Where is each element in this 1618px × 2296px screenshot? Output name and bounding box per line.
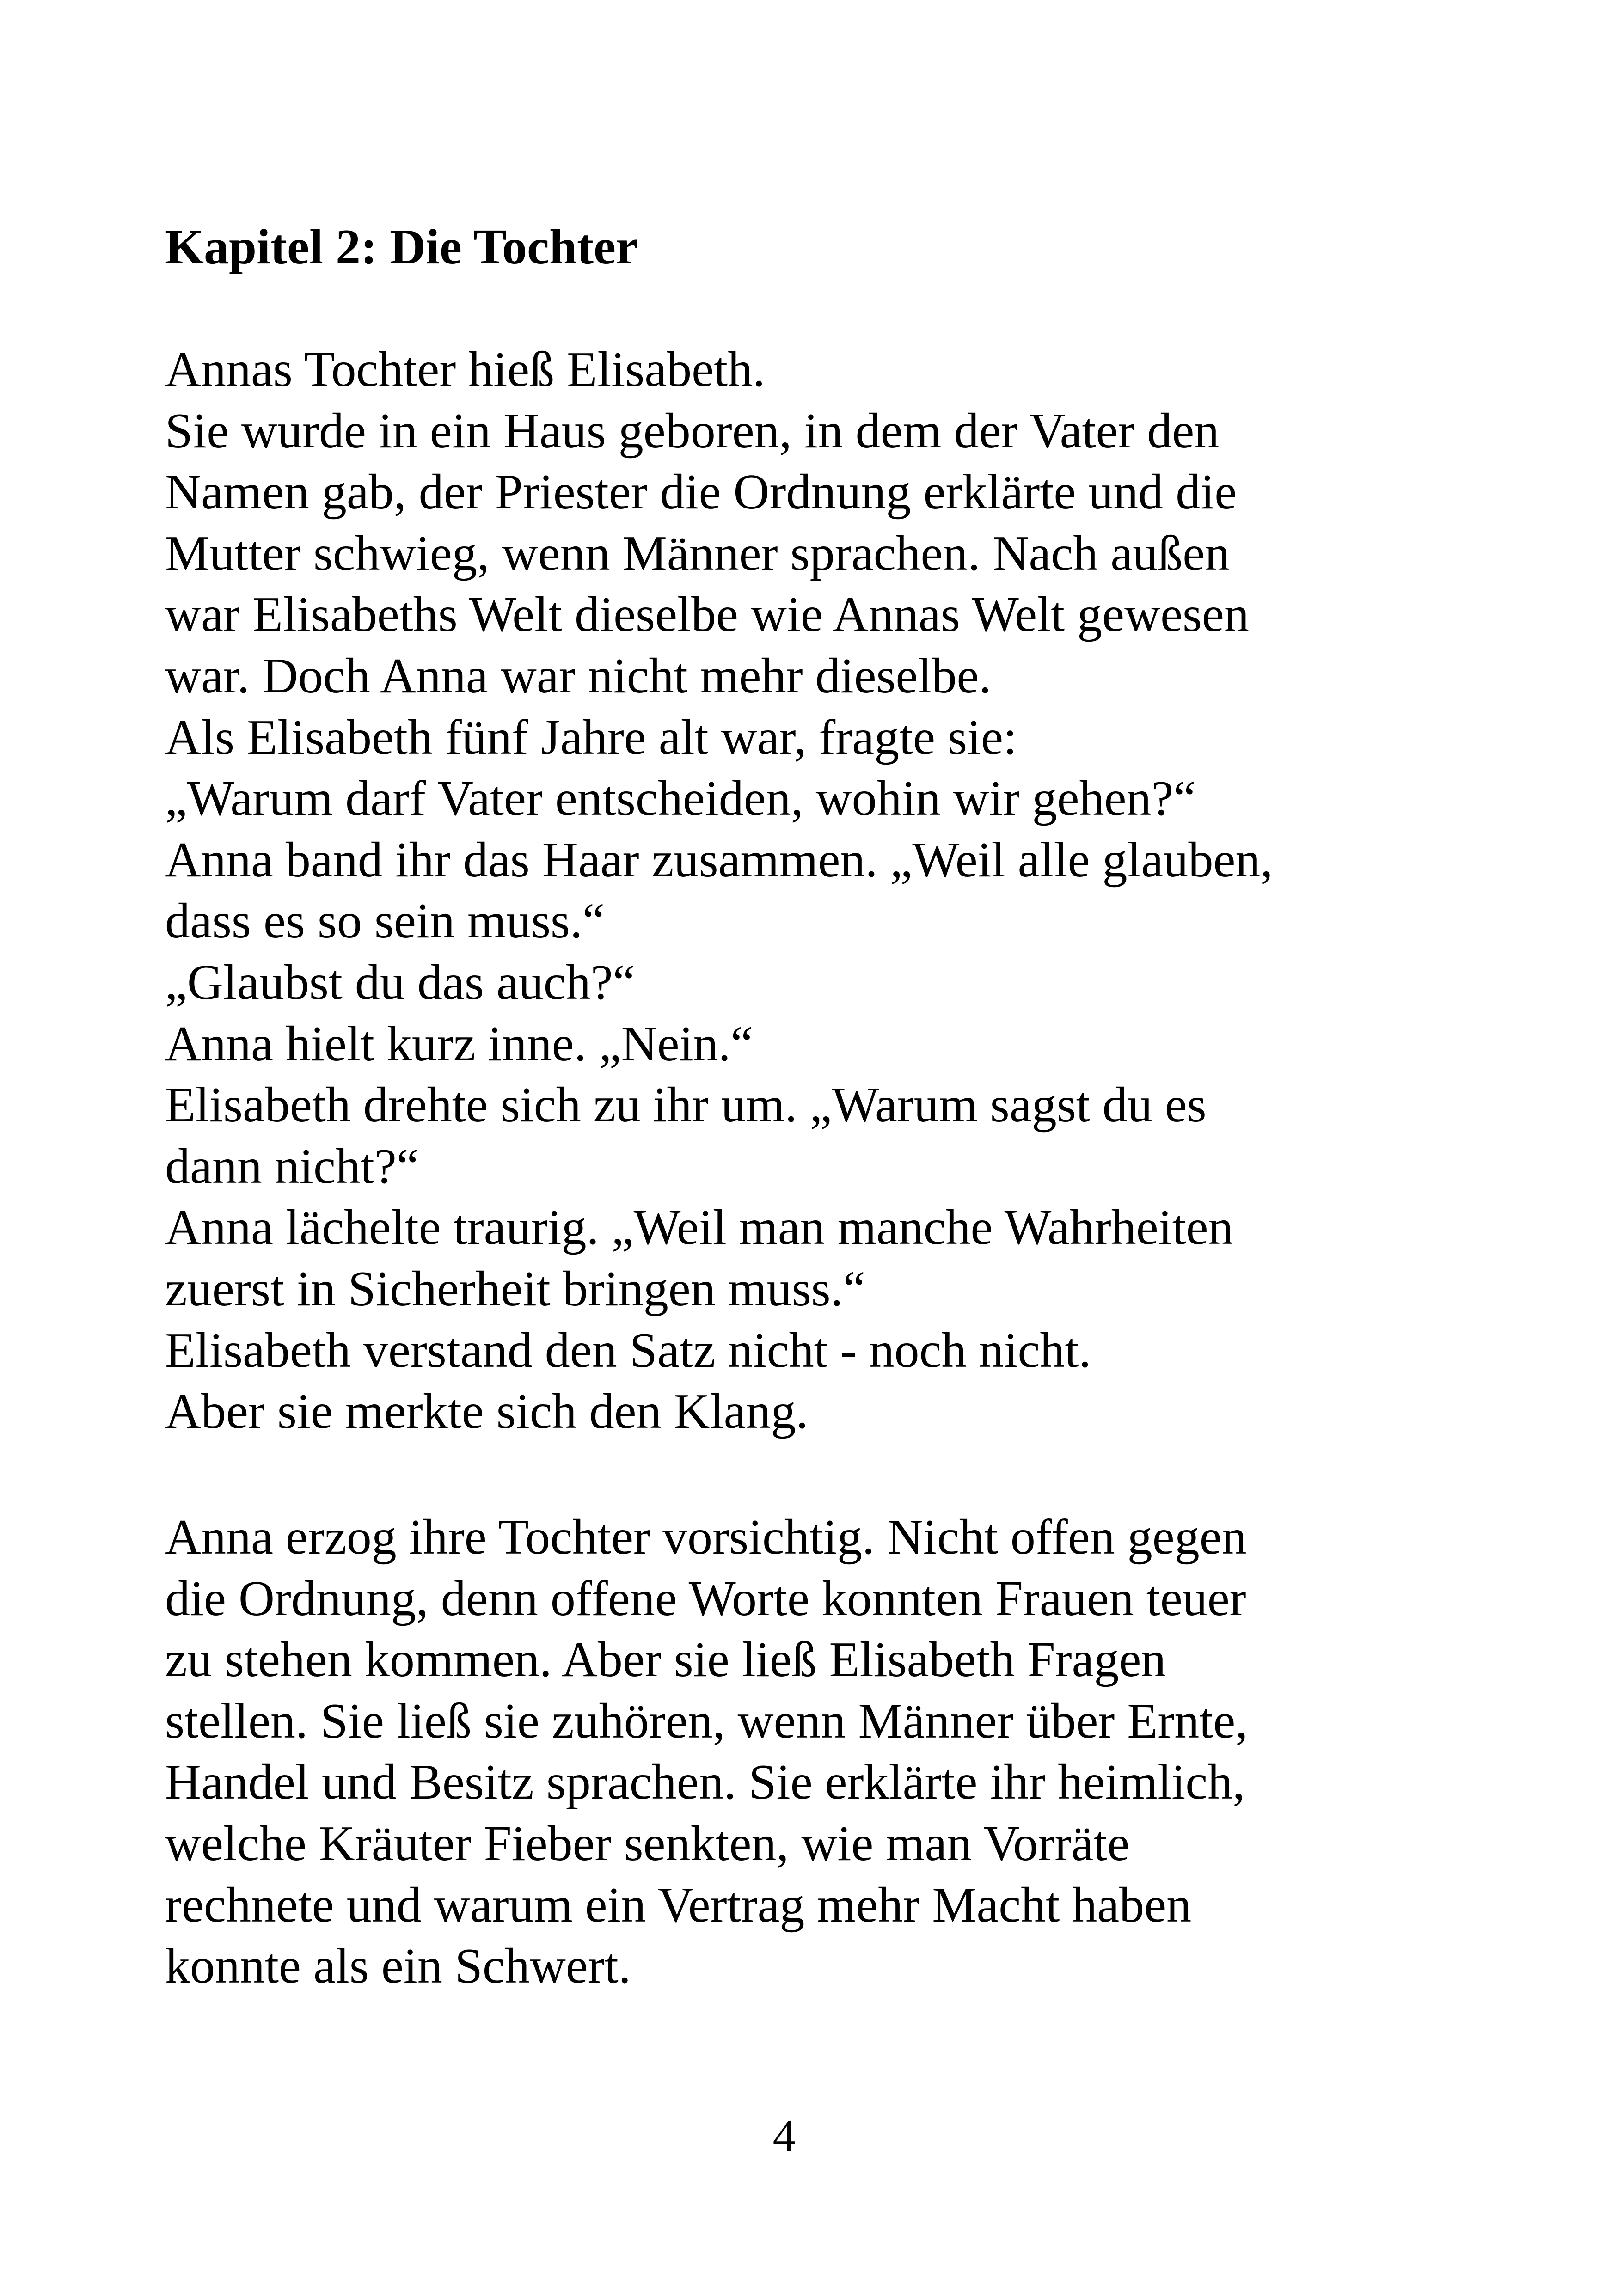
- text-line: rechnete und warum ein Vertrag mehr Macht haben: [165, 1877, 1192, 1933]
- text-line: Annas Tochter hieß Elisabeth.: [165, 342, 766, 397]
- text-line: war. Doch Anna war nicht mehr dieselbe.: [165, 648, 992, 704]
- chapter-title: Kapitel 2: Die Tochter: [165, 220, 638, 275]
- text-line: Elisabeth drehte sich zu ihr um. „Warum sagst du es: [165, 1078, 1207, 1133]
- text-line: stellen. Sie ließ sie zuhören, wenn Männer über Ernte,: [165, 1693, 1248, 1749]
- text-line: Aber sie merkte sich den Klang.: [165, 1384, 809, 1439]
- text-line: „Warum darf Vater entscheiden, wohin wir gehen?“: [165, 771, 1196, 827]
- text-line: die Ordnung, denn offene Worte konnten Frauen teuer: [165, 1571, 1246, 1626]
- text-line: Sie wurde in ein Haus geboren, in dem der Vater den: [165, 403, 1220, 459]
- text-line: zuerst in Sicherheit bringen muss.“: [165, 1261, 865, 1316]
- text-line: zu stehen kommen. Aber sie ließ Elisabeth Fragen: [165, 1632, 1166, 1688]
- text-line: Mutter schwieg, wenn Männer sprachen. Nach außen: [165, 526, 1230, 581]
- text-line: Anna lächelte traurig. „Weil man manche Wahrheiten: [165, 1200, 1233, 1255]
- text-line: „Glaubst du das auch?“: [165, 955, 635, 1010]
- text-line: konnte als ein Schwert.: [165, 1939, 631, 1994]
- paragraph-1: [165, 339, 1273, 1443]
- text-line: Als Elisabeth fünf Jahre alt war, fragte sie:: [165, 710, 1017, 765]
- paragraph-2: [165, 1507, 1248, 1997]
- text-line: dass es so sein muss.“: [165, 894, 605, 949]
- text-line: Handel und Besitz sprachen. Sie erklärte ihr heimlich,: [165, 1755, 1245, 1810]
- page-number: 4: [772, 2111, 796, 2161]
- text-line: Anna hielt kurz inne. „Nein.“: [165, 1016, 753, 1071]
- text-line: Anna erzog ihre Tochter vorsichtig. Nicht offen gegen: [165, 1510, 1247, 1565]
- text-line: war Elisabeths Welt dieselbe wie Annas Welt gewesen: [165, 587, 1249, 643]
- text-line: Anna band ihr das Haar zusammen. „Weil alle glauben,: [165, 832, 1273, 888]
- text-line: Namen gab, der Priester die Ordnung erklärte und die: [165, 465, 1237, 520]
- text-line: dann nicht?“: [165, 1139, 419, 1194]
- text-line: welche Kräuter Fieber senkten, wie man Vorräte: [165, 1816, 1130, 1871]
- text-line: Elisabeth verstand den Satz nicht - noch nicht.: [165, 1322, 1091, 1378]
